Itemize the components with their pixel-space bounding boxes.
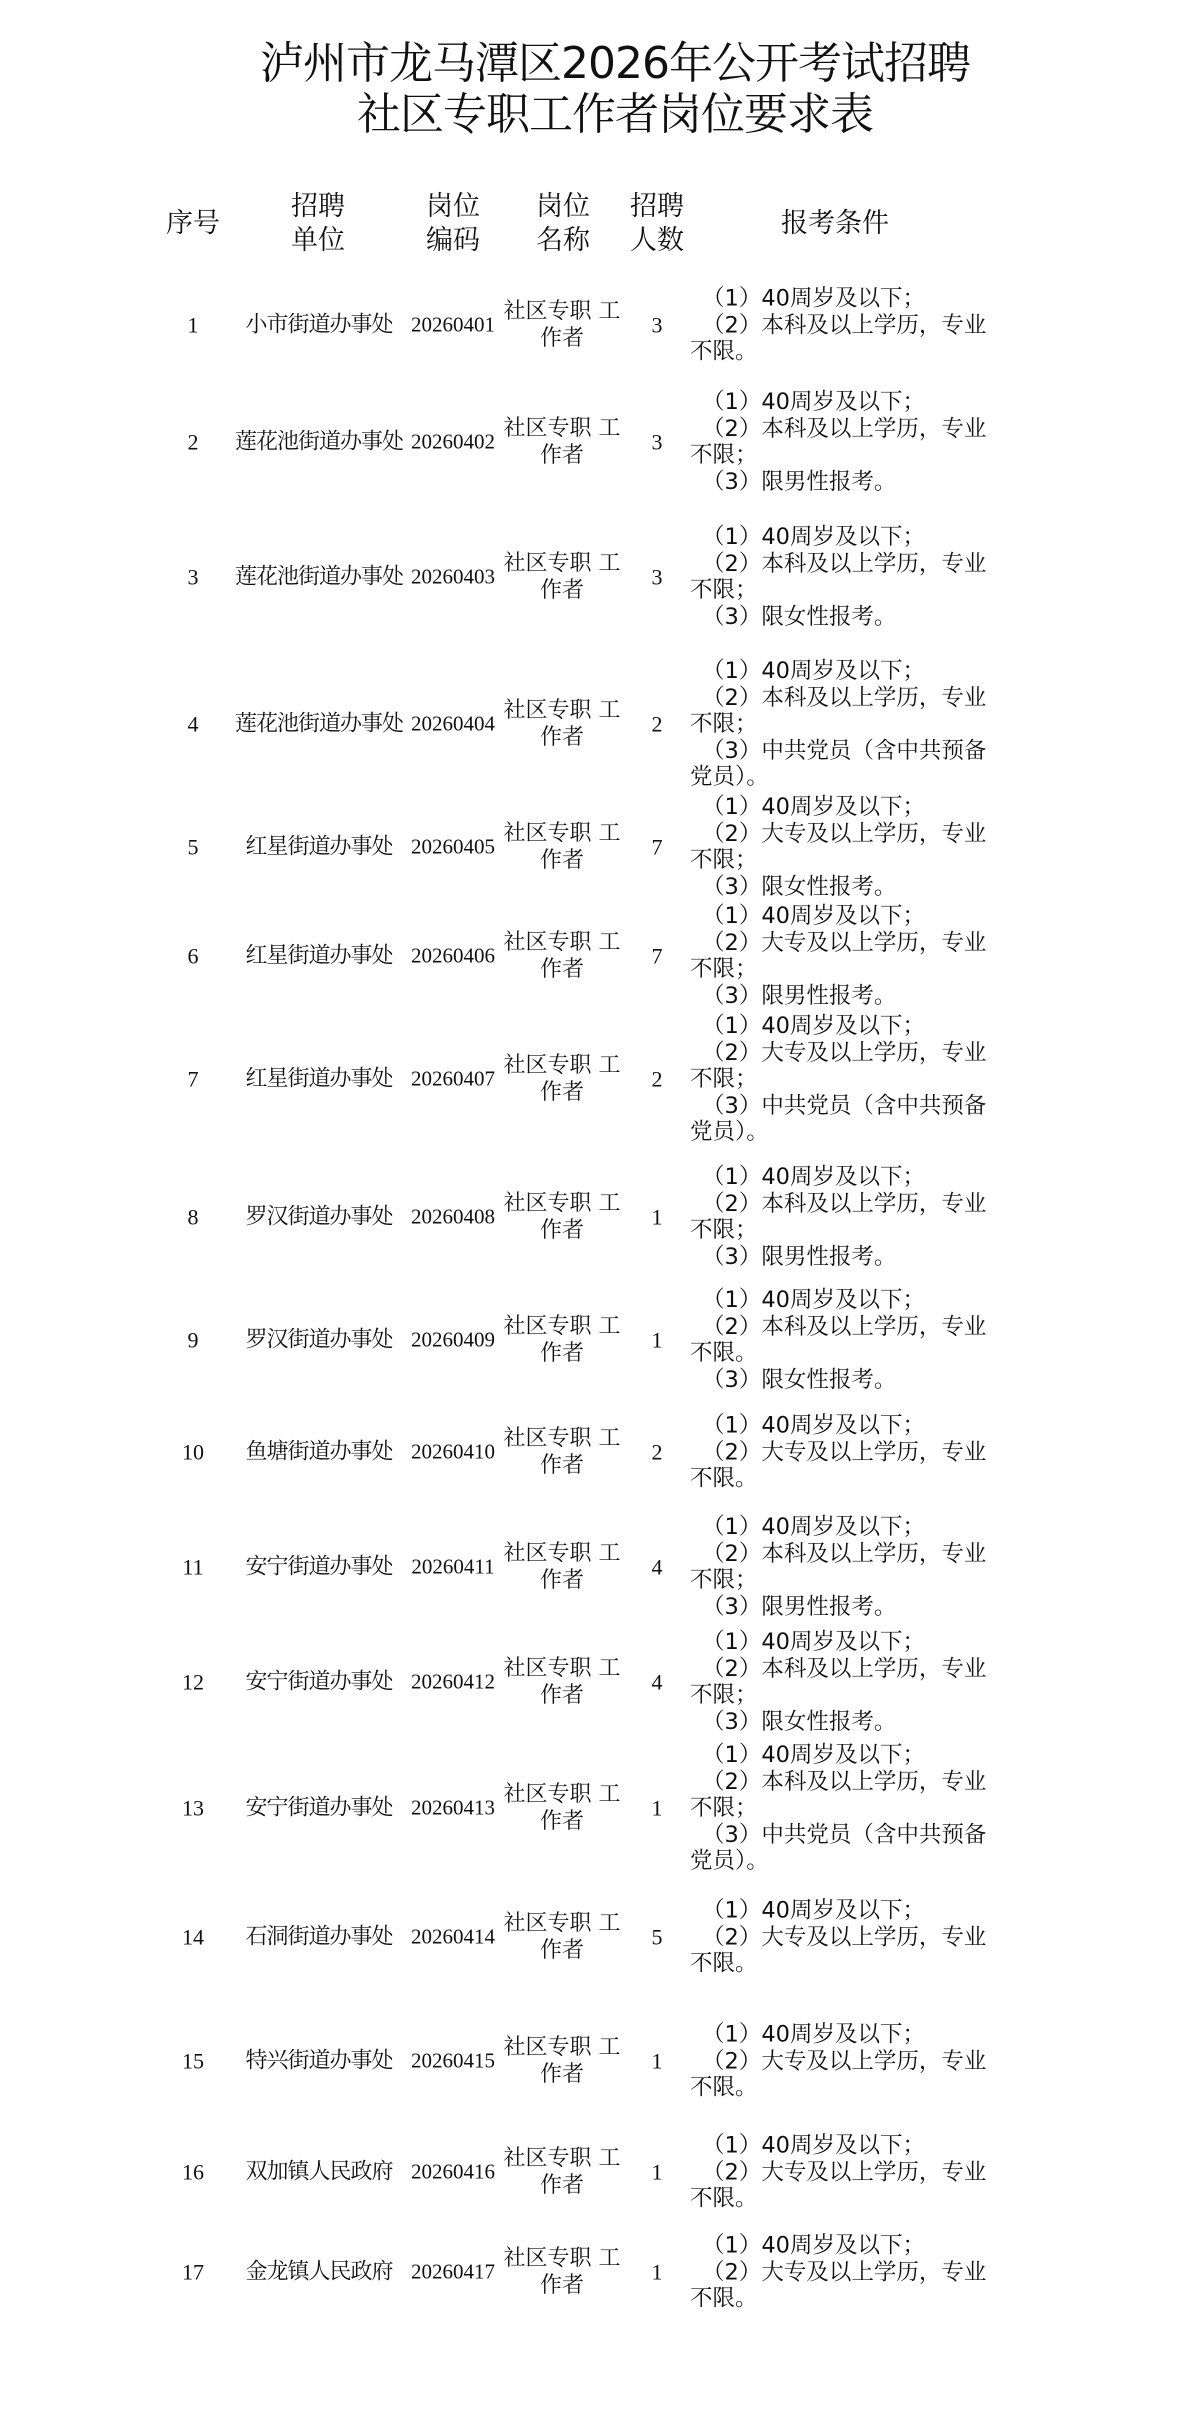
row-position-name: 社区专职 工作者 (503, 416, 621, 468)
row-unit: 红星街道办事处 (245, 943, 393, 969)
condition-item: （3）中共党员（含中共预备党员）。 (690, 1092, 987, 1145)
row-code: 20260402 (411, 429, 495, 454)
header-code (403, 190, 503, 258)
row-conditions (690, 1013, 990, 1146)
row-count: 4 (651, 1669, 663, 1695)
row-conditions (690, 1287, 990, 1393)
row-unit: 莲花池街道办事处 (234, 429, 403, 455)
row-conditions (690, 1742, 990, 1875)
header-code-line: 编码 (426, 225, 480, 256)
row-unit: 鱼塘街道办事处 (245, 1439, 393, 1465)
row-conditions (690, 2132, 990, 2212)
condition-item: （3）限男性报考。 (702, 1593, 897, 1620)
header-count-line: 招聘 (630, 191, 684, 222)
condition-item: （2）本科及以上学历，专业不限； (690, 684, 987, 737)
header-name (513, 190, 613, 258)
condition-item: （2）大专及以上学历，专业不限。 (690, 2258, 987, 2312)
row-position-name: 社区专职 工作者 (503, 551, 621, 603)
row-unit: 红星街道办事处 (245, 1066, 393, 1092)
row-conditions (690, 1164, 990, 1270)
row-unit: 安宁街道办事处 (245, 1669, 393, 1695)
condition-item: （1）40周岁及以下； (702, 1897, 925, 1924)
condition-item: （1）40周岁及以下； (702, 2021, 925, 2048)
row-unit: 金龙镇人民政府 (245, 2259, 393, 2285)
row-count: 4 (651, 1554, 663, 1580)
row-position-name: 社区专职 工作者 (503, 2146, 621, 2198)
header-unit (268, 190, 368, 258)
condition-item: （2）本科及以上学历，专业不限； (690, 1768, 987, 1821)
row-code: 20260405 (411, 834, 495, 859)
row-code: 20260416 (411, 2159, 495, 2184)
row-seq: 7 (187, 1066, 199, 1092)
condition-item: （3）限男性报考。 (702, 468, 897, 495)
row-position-name: 社区专职 工作者 (503, 698, 621, 750)
row-position-name: 社区专职 工作者 (503, 930, 621, 982)
header-count (607, 190, 707, 258)
condition-item: （2）大专及以上学历，专业不限； (690, 1039, 987, 1092)
row-unit: 石洞街道办事处 (245, 1924, 393, 1950)
header-name-line: 岗位 (536, 191, 590, 222)
row-count: 2 (651, 1439, 663, 1465)
row-code: 20260406 (411, 943, 495, 968)
row-unit: 红星街道办事处 (245, 834, 393, 860)
row-count: 3 (651, 429, 663, 455)
condition-item: （2）大专及以上学历，专业不限。 (690, 1923, 987, 1977)
row-code: 20260417 (411, 2259, 495, 2284)
condition-item: （2）大专及以上学历，专业不限； (690, 929, 987, 982)
row-code: 20260408 (411, 1204, 495, 1229)
row-seq: 10 (182, 1439, 204, 1465)
row-code: 20260415 (411, 2048, 495, 2073)
condition-item: （2）本科及以上学历，专业不限。 (690, 1313, 987, 1366)
row-conditions (690, 903, 990, 1009)
row-position-name: 社区专职 工作者 (503, 821, 621, 873)
header-unit-line: 招聘 (291, 191, 345, 222)
condition-item: （1）40周岁及以下； (702, 1741, 925, 1768)
row-unit: 罗汉街道办事处 (245, 1204, 393, 1230)
row-count: 7 (651, 943, 663, 969)
row-code: 20260404 (411, 711, 495, 736)
row-conditions (690, 389, 990, 495)
row-count: 1 (651, 2159, 663, 2185)
row-unit: 安宁街道办事处 (245, 1795, 393, 1821)
row-conditions (690, 2232, 990, 2312)
row-conditions (690, 1412, 990, 1492)
row-count: 2 (651, 1066, 663, 1092)
row-unit: 莲花池街道办事处 (234, 711, 403, 737)
row-code: 20260414 (411, 1924, 495, 1949)
condition-item: （3）中共党员（含中共预备党员）。 (690, 1821, 987, 1874)
row-position-name: 社区专职 工作者 (503, 1053, 621, 1105)
row-count: 3 (651, 312, 663, 338)
row-position-name: 社区专职 工作者 (503, 1314, 621, 1366)
row-seq: 15 (182, 2048, 204, 2074)
condition-item: （2）大专及以上学历，专业不限； (690, 820, 987, 873)
row-conditions (690, 794, 990, 900)
row-code: 20260410 (411, 1439, 495, 1464)
condition-item: （1）40周岁及以下； (702, 389, 925, 415)
header-unit-line: 单位 (291, 225, 345, 256)
row-unit: 罗汉街道办事处 (245, 1327, 393, 1353)
condition-item: （2）大专及以上学历，专业不限。 (690, 1438, 987, 1492)
condition-item: （1）40周岁及以下； (702, 1629, 925, 1655)
condition-item: （2）本科及以上学历，专业不限。 (690, 311, 987, 365)
row-unit: 安宁街道办事处 (245, 1554, 393, 1580)
condition-item: （1）40周岁及以下； (702, 1287, 925, 1313)
row-unit: 莲花池街道办事处 (234, 564, 403, 590)
condition-item: （1）40周岁及以下； (702, 2232, 925, 2259)
row-seq: 8 (187, 1204, 199, 1230)
row-count: 5 (651, 1924, 663, 1950)
row-conditions (690, 658, 990, 791)
condition-item: （2）本科及以上学历，专业不限； (690, 1540, 987, 1593)
row-position-name: 社区专职 工作者 (503, 1541, 621, 1593)
condition-item: （1）40周岁及以下； (702, 903, 925, 929)
row-conditions (690, 1897, 990, 1977)
row-count: 3 (651, 564, 663, 590)
page-title-line-1: 泸州市龙马潭区2026年公开考试招聘 (260, 38, 970, 89)
row-seq: 4 (187, 711, 199, 737)
row-code: 20260413 (411, 1795, 495, 1820)
row-code: 20260401 (411, 312, 495, 337)
row-conditions (690, 285, 990, 365)
row-seq: 5 (187, 834, 199, 860)
row-seq: 9 (187, 1327, 199, 1353)
row-seq: 3 (187, 564, 199, 590)
row-position-name: 社区专职 工作者 (503, 1426, 621, 1478)
condition-item: （2）本科及以上学历，专业不限； (690, 1655, 987, 1708)
condition-item: （1）40周岁及以下； (702, 1012, 925, 1039)
row-position-name: 社区专职 工作者 (503, 299, 621, 351)
row-count: 1 (651, 1795, 663, 1821)
row-position-name: 社区专职 工作者 (503, 1191, 621, 1243)
row-conditions (690, 1514, 990, 1620)
row-seq: 2 (187, 429, 199, 455)
row-conditions (690, 2021, 990, 2101)
row-position-name: 社区专职 工作者 (503, 2246, 621, 2298)
condition-item: （3）限女性报考。 (702, 1366, 897, 1393)
condition-item: （1）40周岁及以下； (702, 524, 925, 550)
row-seq: 17 (182, 2259, 204, 2285)
row-count: 1 (651, 1327, 663, 1353)
row-seq: 12 (182, 1669, 204, 1695)
row-seq: 6 (187, 943, 199, 969)
header-name-line: 名称 (536, 225, 590, 256)
condition-item: （1）40周岁及以下； (702, 1164, 925, 1190)
row-count: 1 (651, 1204, 663, 1230)
header-count-line: 人数 (630, 225, 684, 256)
condition-item: （1）40周岁及以下； (702, 794, 925, 820)
row-seq: 13 (182, 1795, 204, 1821)
condition-item: （3）中共党员（含中共预备党员）。 (690, 737, 987, 790)
condition-item: （3）限女性报考。 (702, 603, 897, 630)
condition-item: （2）本科及以上学历，专业不限； (690, 415, 987, 468)
row-conditions (690, 524, 990, 630)
row-position-name: 社区专职 工作者 (503, 1911, 621, 1963)
page-title-line-2: 社区专职工作者岗位要求表 (357, 89, 873, 140)
condition-item: （1）40周岁及以下； (702, 1412, 925, 1439)
condition-item: （1）40周岁及以下； (702, 657, 925, 684)
condition-item: （3）限男性报考。 (702, 982, 897, 1009)
header-seq: 序号 (166, 208, 220, 239)
row-unit: 特兴街道办事处 (245, 2048, 393, 2074)
header-conditions: 报考条件 (781, 208, 889, 239)
row-count: 1 (651, 2259, 663, 2285)
condition-item: （3）限女性报考。 (702, 1708, 897, 1735)
condition-item: （1）40周岁及以下； (702, 2132, 925, 2159)
condition-item: （2）大专及以上学历，专业不限。 (690, 2047, 987, 2101)
row-count: 2 (651, 711, 663, 737)
row-unit: 双加镇人民政府 (245, 2159, 393, 2185)
condition-item: （2）本科及以上学历，专业不限； (690, 550, 987, 603)
condition-item: （1）40周岁及以下； (702, 285, 925, 312)
row-seq: 16 (182, 2159, 204, 2185)
row-code: 20260409 (411, 1327, 495, 1352)
row-code: 20260403 (411, 564, 495, 589)
condition-item: （2）大专及以上学历，专业不限。 (690, 2158, 987, 2212)
row-unit: 小市街道办事处 (245, 312, 393, 338)
condition-item: （2）本科及以上学历，专业不限； (690, 1190, 987, 1243)
row-code: 20260412 (411, 1669, 495, 1694)
row-count: 1 (651, 2048, 663, 2074)
row-seq: 14 (182, 1924, 204, 1950)
condition-item: （1）40周岁及以下； (702, 1514, 925, 1540)
row-position-name: 社区专职 工作者 (503, 1656, 621, 1708)
row-seq: 1 (187, 312, 199, 338)
row-code: 20260407 (411, 1066, 495, 1091)
row-code: 20260411 (411, 1554, 495, 1579)
row-conditions (690, 1629, 990, 1735)
condition-item: （3）限女性报考。 (702, 873, 897, 900)
row-position-name: 社区专职 工作者 (503, 2035, 621, 2087)
row-seq: 11 (182, 1554, 204, 1580)
row-position-name: 社区专职 工作者 (503, 1782, 621, 1834)
condition-item: （3）限男性报考。 (702, 1243, 897, 1270)
row-count: 7 (651, 834, 663, 860)
header-code-line: 岗位 (426, 191, 480, 222)
